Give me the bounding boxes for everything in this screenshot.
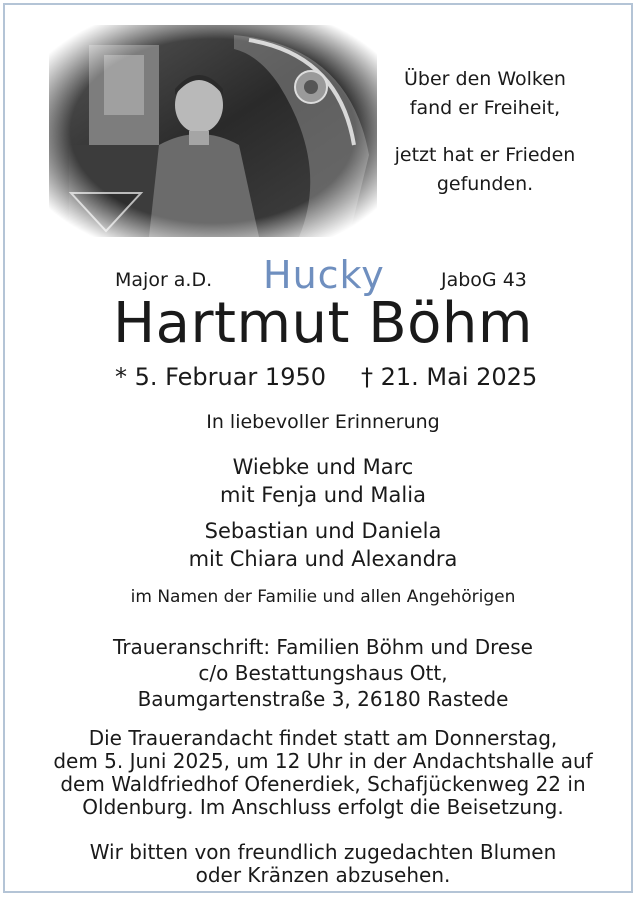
obituary-card <box>3 3 633 893</box>
service-line: Die Trauerandacht findet statt am Donnerstag, <box>88 726 558 750</box>
family-line: Sebastian und Daniela <box>204 519 442 543</box>
family-group <box>5 517 640 573</box>
rank: Major a.D. <box>115 269 213 291</box>
address-line: c/o Bestattungshaus Ott, <box>198 661 448 685</box>
mourning-address <box>5 634 640 712</box>
service-line: dem 5. Juni 2025, um 12 Uhr in der Andachtshalle auf <box>53 749 593 773</box>
service-line: dem Waldfriedhof Ofenerdiek, Schafjückenweg 22 in <box>60 772 586 796</box>
address-line: Traueranschrift: Familien Böhm und Drese <box>113 635 533 659</box>
behalf-note: im Namen der Familie und allen Angehörigen <box>130 587 516 607</box>
quote-line: Über den Wolken <box>404 68 566 90</box>
nickname: Hucky <box>263 253 385 297</box>
quote-line: gefunden. <box>436 173 534 195</box>
family-group <box>5 453 640 509</box>
death-date: † 21. Mai 2025 <box>361 363 538 391</box>
unit: JaboG 43 <box>441 269 527 291</box>
family-line: mit Fenja und Malia <box>220 483 426 507</box>
birth-date: * 5. Februar 1950 <box>115 363 327 391</box>
service-line: Oldenburg. Im Anschluss erfolgt die Beisetzung. <box>82 795 564 819</box>
deceased-name: Hartmut Böhm <box>113 291 533 356</box>
family-line: mit Chiara und Alexandra <box>188 547 458 571</box>
memory-heading: In liebevoller Erinnerung <box>206 411 440 433</box>
pilot-photo <box>49 25 377 237</box>
family-line: Wiebke und Marc <box>232 455 414 479</box>
address-line: Baumgartenstraße 3, 26180 Rastede <box>137 687 509 711</box>
flowers-line: oder Kränzen abzusehen. <box>195 863 451 887</box>
quote-line: jetzt hat er Frieden <box>394 144 576 166</box>
service-info <box>5 727 640 819</box>
quote-block <box>385 65 585 217</box>
flowers-line: Wir bitten von freundlich zugedachten Blumen <box>89 840 557 864</box>
quote-line: fand er Freiheit, <box>409 97 561 119</box>
flowers-request <box>5 841 640 887</box>
